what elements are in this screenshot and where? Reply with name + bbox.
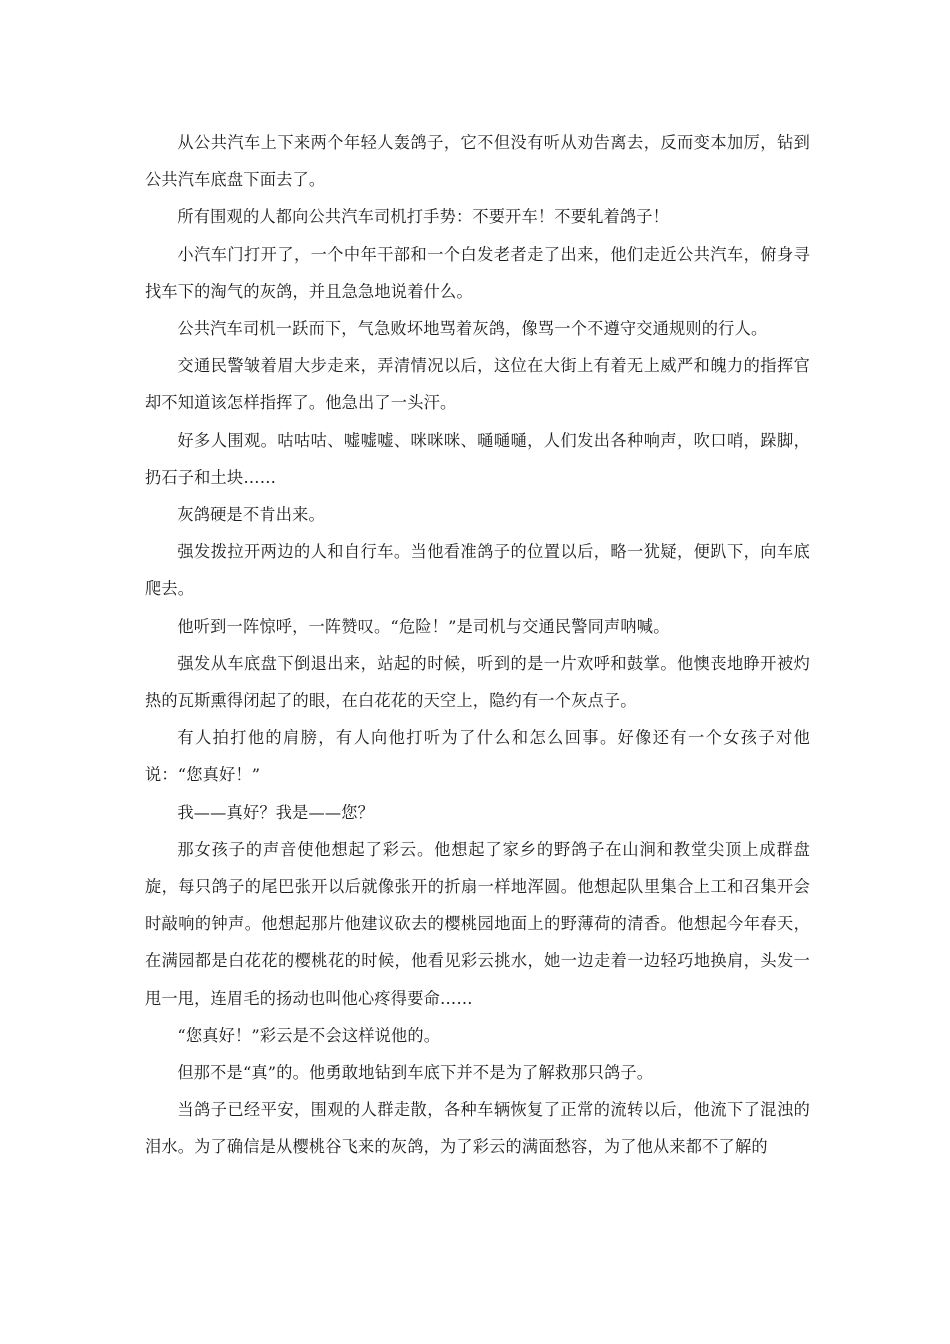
paragraph: 好多人围观。咕咕咕、嘘嘘嘘、咪咪咪、嗵嗵嗵，人们发出各种响声，吹口哨，跺脚，扔石子和土块…… — [145, 430, 810, 487]
paragraph: 但那不是“真”的。他勇敢地钻到车底下并不是为了解救那只鸽子。 — [177, 1063, 654, 1083]
paragraph: 有人拍打他的肩膀，有人向他打听为了什么和怎么回事。好像还有一个女孩子对他说：“您真好！” — [145, 728, 810, 785]
paragraph: 强发从车底盘下倒退出来，站起的时候，听到的是一片欢呼和鼓掌。他懊丧地睁开被灼热的瓦斯熏得闭起了的眼，在白花花的天空上，隐约有一个灰点子。 — [145, 653, 810, 711]
body-text — [145, 124, 810, 1166]
paragraph: “您真好！”彩云是不会这样说他的。 — [177, 1025, 441, 1045]
paragraph: 小汽车门打开了，一个中年干部和一个白发老者走了出来，他们走近公共汽车，俯身寻找车下的淘气的灰鸽，并且急急地说着什么。 — [145, 244, 810, 301]
paragraph: 公共汽车司机一跃而下，气急败坏地骂着灰鸽，像骂一个不遵守交通规则的行人。 — [177, 319, 768, 339]
paragraph: 那女孩子的声音使他想起了彩云。他想起了家乡的野鸽子在山涧和教堂尖顶上成群盘旋，每只鸽子的尾巴张开以后就像张开的折扇一样地浑圆。他想起队里集合上工和召集开会时敲响的钟声。他想起那片他建议砍去的樱桃园地面上的野薄荷的清香。他想起今年春天，在满园都是白花花的樱桃花的时候，他看见彩云挑水，她一边走着一边轻巧地换肩，头发一甩一甩，连眉毛的扬动也叫他心疼得要命…… — [145, 839, 810, 1008]
paragraph: 我——真好？我是——您？ — [177, 802, 375, 822]
paragraph: 交通民警皱着眉大步走来，弄清情况以后，这位在大街上有着无上威严和魄力的指挥官却不知道该怎样指挥了。他急出了一头汗。 — [145, 356, 810, 413]
paragraph: 灰鸽硬是不肯出来。 — [177, 505, 325, 525]
paragraph: 从公共汽车上下来两个年轻人轰鸽子，它不但没有听从劝告离去，反而变本加厉，钻到公共汽车底盘下面去了。 — [145, 133, 810, 190]
paragraph: 所有围观的人都向公共汽车司机打手势：不要开车！不要轧着鸽子！ — [177, 207, 670, 227]
paragraph: 当鸽子已经平安，围观的人群走散，各种车辆恢复了正常的流转以后，他流下了混浊的泪水。为了确信是从樱桃谷飞来的灰鸽，为了彩云的满面愁容，为了他从来都不了解的 — [145, 1100, 810, 1157]
paragraph: 强发拨拉开两边的人和自行车。当他看准鸽子的位置以后，略一犹疑，便趴下，向车底爬去。 — [145, 542, 810, 599]
paragraph: 他听到一阵惊呼，一阵赞叹。“危险！”是司机与交通民警同声呐喊。 — [177, 616, 670, 636]
